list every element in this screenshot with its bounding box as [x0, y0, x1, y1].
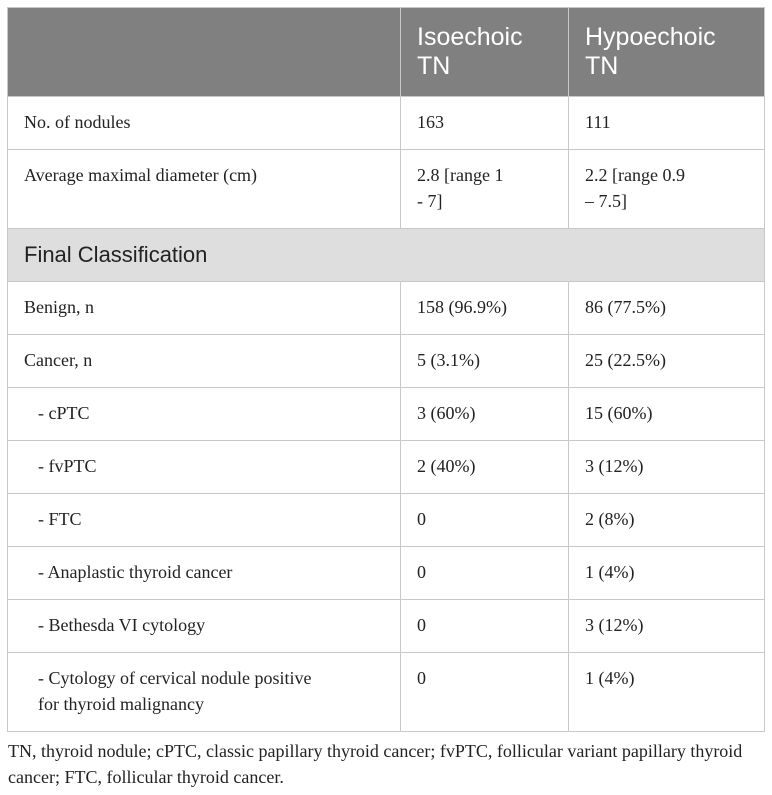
- row-label: - FTC: [8, 494, 401, 547]
- row-label: - cPTC: [8, 388, 401, 441]
- table-row: [8, 150, 765, 229]
- hypo-value: 1 (4%): [569, 653, 765, 732]
- header-isoechoic: [401, 8, 569, 97]
- table-row: [8, 97, 765, 150]
- row-label: Cancer, n: [8, 335, 401, 388]
- hypo-value: 1 (4%): [569, 547, 765, 600]
- results-table: [7, 7, 765, 732]
- section-title: Final Classification: [8, 229, 765, 282]
- iso-value-line2: - 7]: [417, 191, 443, 211]
- table-row: [8, 282, 765, 335]
- row-label: - fvPTC: [8, 441, 401, 494]
- iso-value: 3 (60%): [401, 388, 569, 441]
- table-row: [8, 441, 765, 494]
- row-label: [8, 653, 401, 732]
- row-label: - Bethesda VI cytology: [8, 600, 401, 653]
- iso-value: 0: [401, 653, 569, 732]
- iso-value: 0: [401, 547, 569, 600]
- row-label: - Anaplastic thyroid cancer: [8, 547, 401, 600]
- table-row: [8, 653, 765, 732]
- iso-value: 0: [401, 600, 569, 653]
- iso-value: [401, 150, 569, 229]
- hypo-value-line2: – 7.5]: [585, 191, 627, 211]
- table-row: [8, 600, 765, 653]
- header-isoechoic-line2: TN: [417, 52, 451, 80]
- iso-value: 163: [401, 97, 569, 150]
- header-hypoechoic: [569, 8, 765, 97]
- header-hypoechoic-line2: TN: [585, 52, 619, 80]
- table-header-row: [8, 8, 765, 97]
- header-hypoechoic-line1: Hypoechoic: [585, 23, 716, 51]
- row-label: Benign, n: [8, 282, 401, 335]
- hypo-value: 86 (77.5%): [569, 282, 765, 335]
- table-row: [8, 494, 765, 547]
- iso-value-line1: 2.8 [range 1: [417, 165, 504, 185]
- table-footnote: TN, thyroid nodule; cPTC, classic papillary thyroid cancer; fvPTC, follicular variant papillary thyroid cancer; FTC, follicular thyroid cancer.: [8, 741, 743, 787]
- hypo-value: 2 (8%): [569, 494, 765, 547]
- section-header-row: [8, 229, 765, 282]
- iso-value: 158 (96.9%): [401, 282, 569, 335]
- table-row: [8, 388, 765, 441]
- hypo-value: [569, 150, 765, 229]
- header-isoechoic-line1: Isoechoic: [417, 23, 523, 51]
- header-empty-cell: [8, 8, 401, 97]
- hypo-value: 3 (12%): [569, 600, 765, 653]
- row-label: Average maximal diameter (cm): [8, 150, 401, 229]
- hypo-value-line1: 2.2 [range 0.9: [585, 165, 685, 185]
- hypo-value: 15 (60%): [569, 388, 765, 441]
- table-row: [8, 547, 765, 600]
- hypo-value: 25 (22.5%): [569, 335, 765, 388]
- hypo-value: 3 (12%): [569, 441, 765, 494]
- row-label-line2: for thyroid malignancy: [38, 694, 204, 714]
- row-label: No. of nodules: [8, 97, 401, 150]
- hypo-value: 111: [569, 97, 765, 150]
- table-row: [8, 335, 765, 388]
- iso-value: 0: [401, 494, 569, 547]
- iso-value: 2 (40%): [401, 441, 569, 494]
- iso-value: 5 (3.1%): [401, 335, 569, 388]
- row-label-line1: - Cytology of cervical nodule positive: [38, 668, 312, 688]
